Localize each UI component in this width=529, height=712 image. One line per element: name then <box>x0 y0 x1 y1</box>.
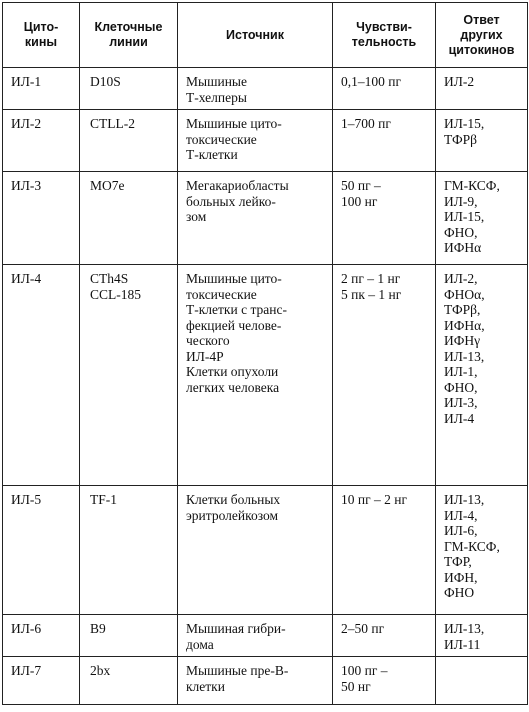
cell-source <box>178 265 333 486</box>
cytokine-table <box>2 2 528 705</box>
cell-response-entry: ИЛ-13, ИЛ-11 <box>444 621 485 652</box>
cell-cell-line <box>80 172 178 265</box>
cell-cell-line <box>80 68 178 110</box>
cell-sensitivity-entry: 10 пг – 2 нг <box>341 492 408 507</box>
cell-response <box>436 657 528 705</box>
cell-response-entry: ИЛ-13, ИЛ-4, ИЛ-6, ГМ-КСФ, ТФР, ИФН, ФНО <box>444 492 500 600</box>
table-body <box>3 68 528 705</box>
cell-cell-line-entry: TF-1 <box>90 492 117 507</box>
cell-response-entry: ИЛ-13, ИЛ-1, ФНО, ИЛ-3, ИЛ-4 <box>444 348 485 426</box>
cell-response <box>436 68 528 110</box>
table-row <box>3 68 528 110</box>
cell-cytokine: ИЛ-7 <box>3 657 80 705</box>
cell-source-entry: Клетки больных эритролейкозом <box>186 492 281 523</box>
cell-sensitivity-entry: 1–700 пг <box>341 116 391 131</box>
cell-sensitivity-entry: 5 пк – 1 нг <box>341 286 402 302</box>
cell-sensitivity-entry: 50 пг – 100 нг <box>341 178 381 209</box>
cell-cell-line-entry: D10S <box>90 74 121 89</box>
header-sensitivity: Чувстви- тельность <box>333 3 436 68</box>
cell-sensitivity <box>333 615 436 657</box>
cell-source-entry: Мышиные цито- токсические Т-клетки <box>186 116 282 162</box>
cell-response <box>436 172 528 265</box>
cell-response-entry: ГМ-КСФ, ИЛ-9, ИЛ-15, ФНО, ИФНα <box>444 178 500 255</box>
cell-cell-line <box>80 265 178 486</box>
cell-cell-line-entry: MO7e <box>90 178 125 193</box>
cell-response <box>436 110 528 172</box>
cell-cytokine: ИЛ-6 <box>3 615 80 657</box>
cell-cell-line-entry: 2bx <box>90 663 111 678</box>
header-source: Источник <box>178 3 333 68</box>
cell-source-entry: Клетки опухоли легких человека <box>186 364 280 395</box>
cell-source <box>178 486 333 615</box>
cell-cytokine: ИЛ-3 <box>3 172 80 265</box>
header-response: Ответ других цитокинов <box>436 3 528 68</box>
cell-sensitivity <box>333 265 436 486</box>
cell-source <box>178 615 333 657</box>
cell-cytokine: ИЛ-2 <box>3 110 80 172</box>
cell-cell-line-entry: B9 <box>90 621 106 636</box>
cell-source <box>178 657 333 705</box>
cell-cytokine: ИЛ-4 <box>3 265 80 486</box>
cell-source <box>178 68 333 110</box>
cell-source-entry: Мышиные Т-хелперы <box>186 74 247 105</box>
cell-source <box>178 172 333 265</box>
table-row <box>3 265 528 486</box>
cell-sensitivity <box>333 657 436 705</box>
cell-cell-line <box>80 657 178 705</box>
table-row <box>3 615 528 657</box>
cell-cell-line-entry: CTLL-2 <box>90 116 135 131</box>
header-row <box>3 3 528 68</box>
cell-cell-line-entry: CTh4S <box>90 271 129 286</box>
table-row <box>3 110 528 172</box>
cell-response <box>436 486 528 615</box>
header-cytokines: Цито- кины <box>3 3 80 68</box>
cell-source-entry: Мышиные пре-В- клетки <box>186 663 289 694</box>
cell-sensitivity <box>333 68 436 110</box>
cell-source-entry: Мегакариобласты больных лейко- зом <box>186 178 289 224</box>
table-row <box>3 657 528 705</box>
cell-source-entry: Мышиные цито- токсические Т-клетки с транс- фекцией челове- ческого ИЛ-4Р <box>186 271 287 364</box>
cell-response-entry: ИЛ-2 <box>444 74 475 89</box>
table-row <box>3 486 528 615</box>
cell-cell-line <box>80 110 178 172</box>
cell-response <box>436 265 528 486</box>
cell-response-entry: ИЛ-15, ТФРβ <box>444 116 485 147</box>
header-cell-lines: Клеточные линии <box>80 3 178 68</box>
cell-cell-line <box>80 486 178 615</box>
cell-cytokine: ИЛ-1 <box>3 68 80 110</box>
cell-sensitivity <box>333 172 436 265</box>
cell-sensitivity <box>333 110 436 172</box>
cell-sensitivity <box>333 486 436 615</box>
cell-source <box>178 110 333 172</box>
cell-sensitivity-entry: 0,1–100 пг <box>341 74 402 89</box>
cell-response <box>436 615 528 657</box>
cell-cytokine: ИЛ-5 <box>3 486 80 615</box>
cell-sensitivity-entry: 2 пг – 1 нг <box>341 271 401 286</box>
cell-sensitivity-entry: 100 пг – 50 нг <box>341 663 388 694</box>
cell-cell-line-entry: CCL-185 <box>90 286 142 302</box>
cell-cell-line <box>80 615 178 657</box>
cell-sensitivity-entry: 2–50 пг <box>341 621 385 636</box>
cell-response-entry: ИЛ-2, ФНОα, ТФРβ, ИФНα, ИФНγ <box>444 271 485 348</box>
table-row <box>3 172 528 265</box>
cell-source-entry: Мышиная гибри- дома <box>186 621 286 652</box>
